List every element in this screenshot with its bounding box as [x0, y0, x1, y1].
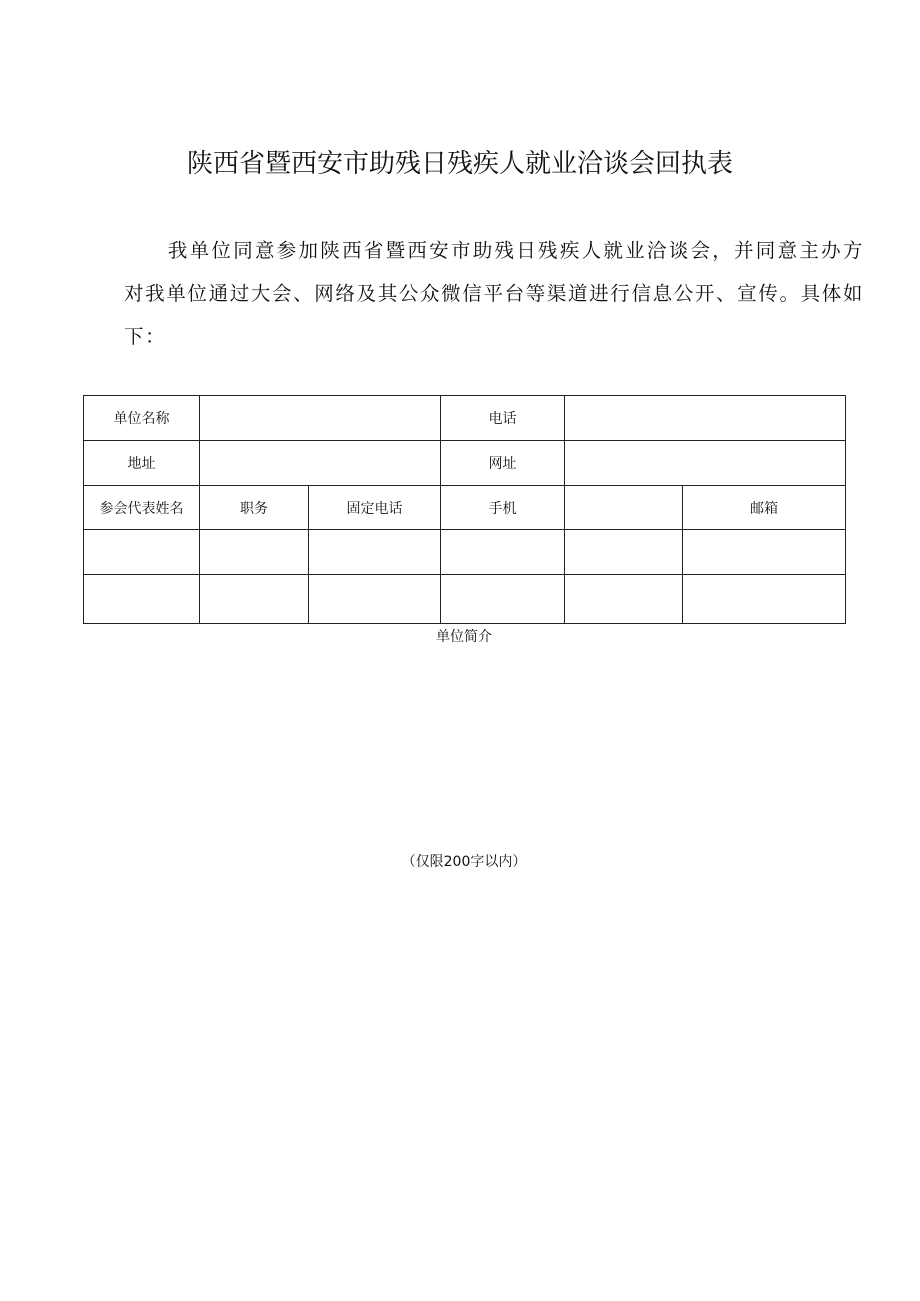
website-field[interactable]	[565, 441, 846, 486]
unit-brief-label: 单位简介	[436, 629, 492, 645]
cell-representative-name[interactable]	[84, 575, 200, 624]
row-address	[84, 441, 846, 486]
address-field[interactable]	[200, 441, 441, 486]
row-unit-name	[84, 396, 846, 441]
unit-name-label: 单位名称	[84, 396, 200, 441]
website-label: 网址	[441, 441, 565, 486]
cell-position[interactable]	[200, 575, 309, 624]
cell-landline[interactable]	[309, 530, 441, 575]
header-email: 邮箱	[683, 486, 846, 530]
cell-mobile[interactable]	[441, 575, 565, 624]
header-representative-name: 参会代表姓名	[84, 486, 200, 530]
table-row	[84, 575, 846, 624]
registration-form-table	[83, 395, 846, 624]
header-landline: 固定电话	[309, 486, 441, 530]
cell-email[interactable]	[683, 530, 846, 575]
cell-position[interactable]	[200, 530, 309, 575]
phone-label: 电话	[441, 396, 565, 441]
cell-landline[interactable]	[309, 575, 441, 624]
header-position: 职务	[200, 486, 309, 530]
cell-blank[interactable]	[565, 575, 683, 624]
address-label: 地址	[84, 441, 200, 486]
phone-field[interactable]	[565, 396, 846, 441]
cell-mobile[interactable]	[441, 530, 565, 575]
header-mobile: 手机	[441, 486, 565, 530]
unit-name-field[interactable]	[200, 396, 441, 441]
header-blank	[565, 486, 683, 530]
row-column-headers	[84, 486, 846, 530]
page-title: 陕西省暨西安市助残日残疾人就业洽谈会回执表	[186, 149, 733, 179]
cell-representative-name[interactable]	[84, 530, 200, 575]
cell-email[interactable]	[683, 575, 846, 624]
intro-paragraph: 我单位同意参加陕西省暨西安市助残日残疾人就业洽谈会，并同意主办方对我单位通过大会、网络及其公众微信平台等渠道进行信息公开、宣传。具体如下：	[124, 239, 864, 348]
unit-brief-note: （仅限200字以内）	[401, 854, 527, 870]
cell-blank[interactable]	[565, 530, 683, 575]
table-row	[84, 530, 846, 575]
